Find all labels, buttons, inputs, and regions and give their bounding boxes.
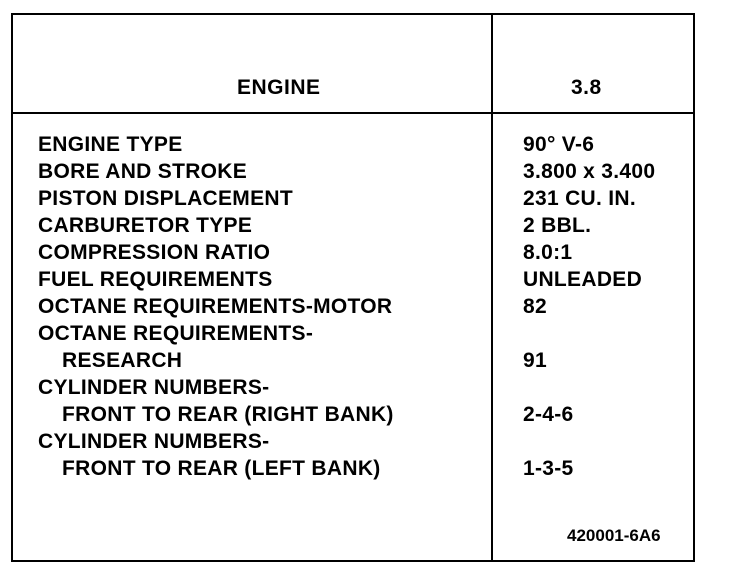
header-divider [11, 112, 695, 114]
spec-row [38, 268, 698, 295]
spec-value: 2 BBL. [523, 214, 592, 237]
spec-label: CYLINDER NUMBERS- [38, 430, 270, 453]
spec-row [38, 214, 698, 241]
spec-value: 3.800 x 3.400 [523, 160, 656, 183]
spec-row [38, 133, 698, 160]
header-engine-size: 3.8 [571, 76, 602, 99]
spec-row [38, 349, 698, 376]
spec-label: CYLINDER NUMBERS- [38, 376, 270, 399]
spec-value: 2-4-6 [523, 403, 574, 426]
spec-label: FRONT TO REAR (LEFT BANK) [62, 457, 381, 480]
spec-label: OCTANE REQUIREMENTS-MOTOR [38, 295, 393, 318]
spec-value: 90° V-6 [523, 133, 595, 156]
spec-row [38, 241, 698, 268]
spec-row [38, 376, 698, 403]
spec-value: 1-3-5 [523, 457, 574, 480]
spec-label: COMPRESSION RATIO [38, 241, 271, 264]
header-engine: ENGINE [237, 76, 321, 99]
spec-row [38, 160, 698, 187]
spec-row [38, 457, 698, 484]
spec-row [38, 403, 698, 430]
figure-id: 420001-6A6 [567, 526, 661, 545]
spec-value: 91 [523, 349, 547, 372]
spec-value: 8.0:1 [523, 241, 573, 264]
spec-value: 82 [523, 295, 547, 318]
spec-value: 231 CU. IN. [523, 187, 637, 210]
spec-label: RESEARCH [62, 349, 183, 372]
spec-label: OCTANE REQUIREMENTS- [38, 322, 314, 345]
spec-row [38, 187, 698, 214]
spec-row [38, 322, 698, 349]
spec-label: BORE AND STROKE [38, 160, 248, 183]
spec-label: PISTON DISPLACEMENT [38, 187, 294, 210]
spec-label: CARBURETOR TYPE [38, 214, 253, 237]
spec-value: UNLEADED [523, 268, 643, 291]
spec-label: FUEL REQUIREMENTS [38, 268, 273, 291]
spec-row [38, 295, 698, 322]
spec-label: ENGINE TYPE [38, 133, 183, 156]
spec-row [38, 430, 698, 457]
spec-label: FRONT TO REAR (RIGHT BANK) [62, 403, 394, 426]
spec-rows [38, 133, 698, 484]
